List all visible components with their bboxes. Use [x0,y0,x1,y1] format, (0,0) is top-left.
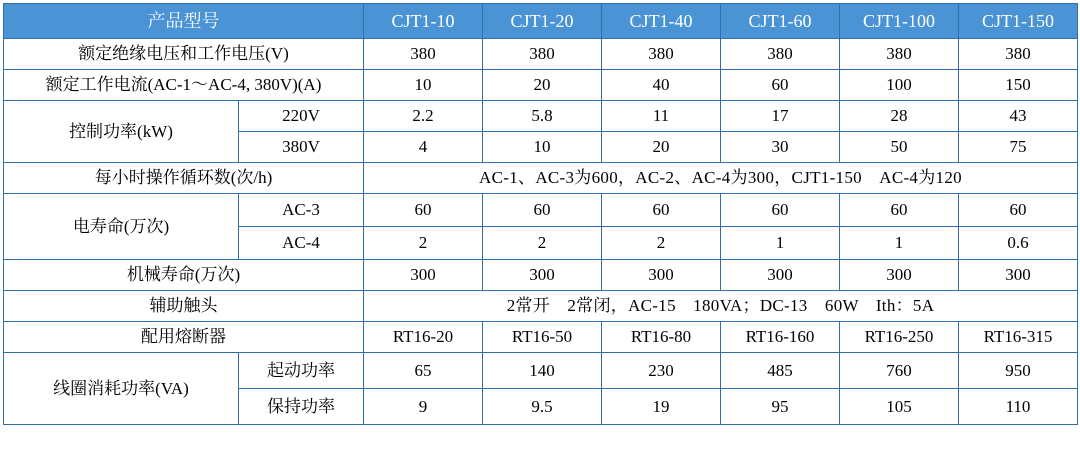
cell-value: 60 [364,194,483,227]
cell-value: 100 [840,70,959,101]
cell-value: 230 [602,353,721,389]
table-row [4,353,1078,389]
row-label-rated-current: 额定工作电流(AC-1～AC-4, 380V)(A) [4,70,364,101]
cell-value: 60 [721,194,840,227]
cell-value: RT16-80 [602,322,721,353]
cell-value: 300 [959,260,1078,291]
cell-value: 30 [721,132,840,163]
header-model-cjt1-20: CJT1-20 [483,4,602,39]
cell-value: 110 [959,389,1078,425]
cell-value: 380 [364,39,483,70]
cell-value: 150 [959,70,1078,101]
cell-value: 380 [959,39,1078,70]
cell-value: RT16-160 [721,322,840,353]
table-row [4,322,1078,353]
cell-value: 95 [721,389,840,425]
table-row [4,39,1078,70]
row-label-rated-voltage: 额定绝缘电压和工作电压(V) [4,39,364,70]
cell-value: 28 [840,101,959,132]
cell-value: 1 [721,227,840,260]
sub-label-ac3: AC-3 [239,194,364,227]
cell-value: 2.2 [364,101,483,132]
cell-value: 60 [959,194,1078,227]
cell-value: 75 [959,132,1078,163]
cell-value: 5.8 [483,101,602,132]
cell-value: 9.5 [483,389,602,425]
cell-value: RT16-50 [483,322,602,353]
cell-value: 9 [364,389,483,425]
cell-value: 300 [483,260,602,291]
cell-value: RT16-315 [959,322,1078,353]
cell-value: 0.6 [959,227,1078,260]
header-model-cjt1-60: CJT1-60 [721,4,840,39]
cell-value: 485 [721,353,840,389]
table-row [4,194,1078,227]
cell-value: 60 [840,194,959,227]
cell-value: 20 [602,132,721,163]
cell-value: 4 [364,132,483,163]
table-row [4,260,1078,291]
sub-label-holding-power: 保持功率 [239,389,364,425]
cell-value: 43 [959,101,1078,132]
cell-value: 140 [483,353,602,389]
cell-value: 760 [840,353,959,389]
cell-value: 65 [364,353,483,389]
cell-value: 20 [483,70,602,101]
cell-value: 1 [840,227,959,260]
table-row [4,163,1078,194]
table-row [4,291,1078,322]
cell-value: RT16-20 [364,322,483,353]
cell-value: 2 [602,227,721,260]
cell-value: 380 [602,39,721,70]
row-label-electrical-life: 电寿命(万次) [4,194,239,260]
cell-value: 60 [602,194,721,227]
table-row [4,101,1078,132]
cell-value: 380 [840,39,959,70]
cell-value: 60 [721,70,840,101]
sub-label-220v: 220V [239,101,364,132]
cell-value: 950 [959,353,1078,389]
product-spec-table [3,3,1078,425]
cell-value: 300 [602,260,721,291]
sub-label-ac4: AC-4 [239,227,364,260]
cell-value: 10 [364,70,483,101]
header-product-model: 产品型号 [4,4,364,39]
cell-value: 10 [483,132,602,163]
cell-auxiliary-contacts-note: 2常开 2常闭，AC-15 180VA；DC-13 60W Ith：5A [364,291,1078,322]
header-model-cjt1-40: CJT1-40 [602,4,721,39]
cell-value: 40 [602,70,721,101]
row-label-control-power: 控制功率(kW) [4,101,239,163]
table-row [4,70,1078,101]
cell-value: 300 [364,260,483,291]
sub-label-starting-power: 起动功率 [239,353,364,389]
cell-value: 2 [483,227,602,260]
cell-value: 19 [602,389,721,425]
row-label-fuse: 配用熔断器 [4,322,364,353]
cell-value: 50 [840,132,959,163]
cell-value: 17 [721,101,840,132]
cell-value: 380 [721,39,840,70]
row-label-auxiliary-contacts: 辅助触头 [4,291,364,322]
row-label-operating-cycles: 每小时操作循环数(次/h) [4,163,364,194]
sub-label-380v: 380V [239,132,364,163]
header-model-cjt1-10: CJT1-10 [364,4,483,39]
cell-value: 2 [364,227,483,260]
cell-value: 380 [483,39,602,70]
cell-value: 300 [721,260,840,291]
table-header-row [4,4,1078,39]
cell-value: 60 [483,194,602,227]
cell-operating-cycles-note: AC-1、AC-3为600，AC-2、AC-4为300，CJT1-150 AC-4为120 [364,163,1078,194]
row-label-coil-power: 线圈消耗功率(VA) [4,353,239,425]
cell-value: 11 [602,101,721,132]
cell-value: RT16-250 [840,322,959,353]
row-label-mechanical-life: 机械寿命(万次) [4,260,364,291]
cell-value: 105 [840,389,959,425]
header-model-cjt1-100: CJT1-100 [840,4,959,39]
header-model-cjt1-150: CJT1-150 [959,4,1078,39]
cell-value: 300 [840,260,959,291]
